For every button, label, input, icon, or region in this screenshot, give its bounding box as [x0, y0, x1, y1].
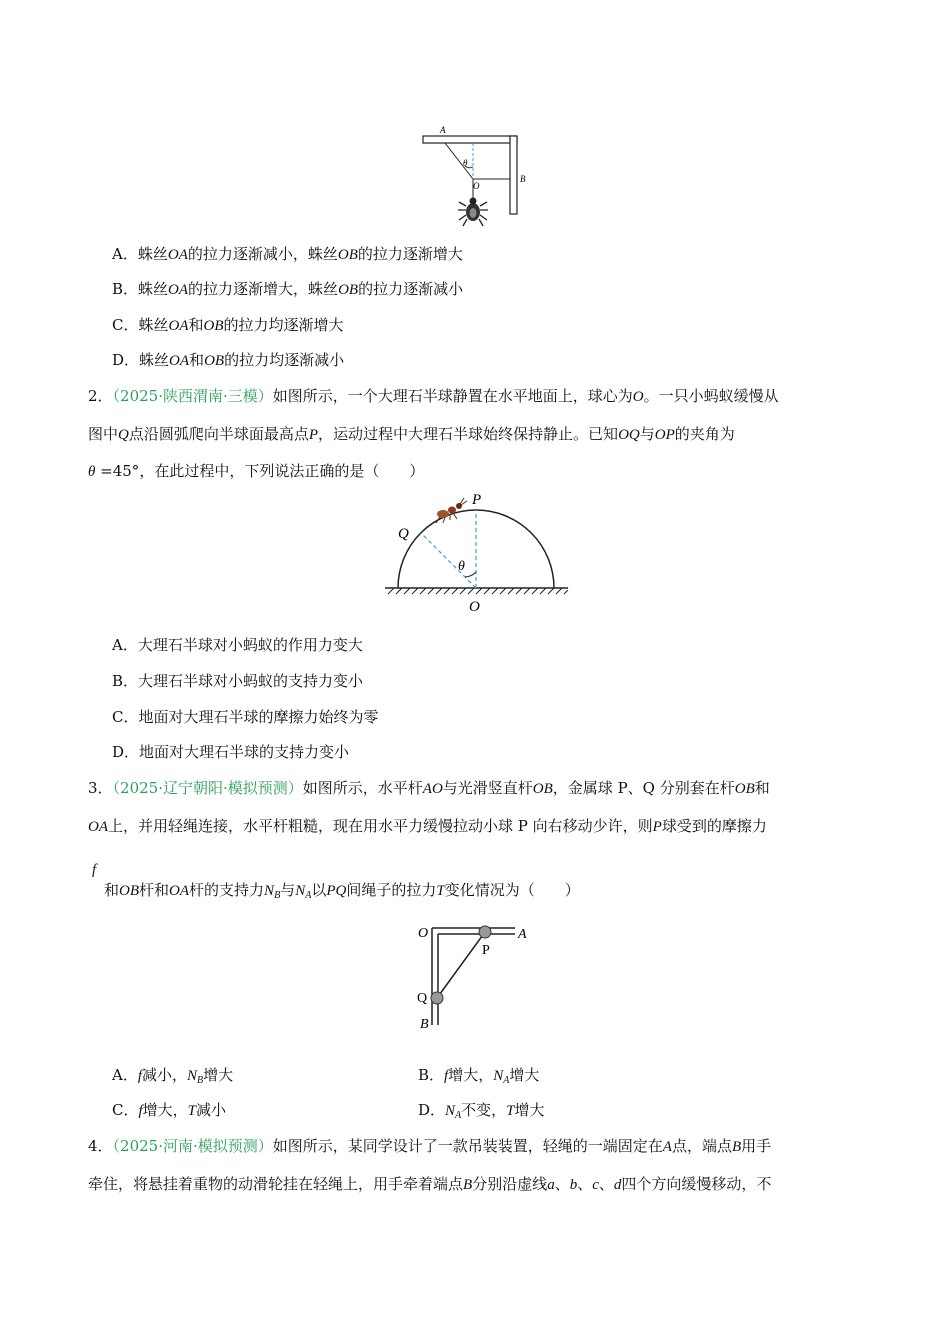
rope-pq [437, 932, 485, 998]
q2-option-b: B．大理石半球对小蚂蚁的支持力变小 [112, 672, 364, 690]
label-b: B [520, 174, 526, 184]
q1-option-d: D．蛛丝OA和OB的拉力均逐渐减小 [112, 351, 345, 369]
ground-hatch [388, 588, 568, 594]
q3-option-a: A．f减小，$N_B$增大 [112, 1066, 234, 1086]
q1-option-b: B．蛛丝OA的拉力逐渐增大，蛛丝OB的拉力逐渐减小 [112, 280, 464, 298]
label-o: O [469, 599, 480, 615]
q4-line-1: 4．（2025·河南·模拟预测）如图所示，某同学设计了一款吊装装置，轻绳的一端固定在A点，端点B用手 [88, 1137, 772, 1155]
label-b: B [420, 1017, 429, 1032]
q2-option-d: D．地面对大理石半球的支持力变小 [112, 743, 350, 761]
label-q: Q [417, 991, 428, 1006]
wall-bar [510, 136, 517, 214]
q3-option-b: B．f增大，$N_A$增大 [418, 1066, 540, 1086]
label-a: A [518, 927, 527, 942]
q3-option-d: D．$N_A$不变，T增大 [418, 1101, 545, 1121]
label-p: P [472, 492, 482, 508]
label-o: O [418, 926, 429, 941]
ball-p [479, 926, 491, 938]
label-theta: θ [463, 158, 468, 168]
spider-figure [415, 122, 540, 232]
q3-line-2: OA上，并用轻绳连接，水平杆粗糙，现在用水平力缓慢拉动小球 P 向右移动少许，则P球受到的摩擦力 [88, 817, 767, 835]
q2-option-a: A．大理石半球对小蚂蚁的作用力变大 [112, 636, 363, 654]
q4-line-2: 牵住，将悬挂着重物的动滑轮挂在轻绳上，用手牵着端点B分别沿虚线a、b、c、d四个方向缓慢移动，不 [88, 1175, 772, 1193]
question-source: （2025·陕西渭南·三模） [112, 387, 273, 405]
question-source: （2025·辽宁朝阳·模拟预测） [112, 779, 303, 797]
q3-line-3: 和OB杆和OA杆的支持力$N_B$与$N_A$以PQ间绳子的拉力T变化情况为（ ） [104, 881, 580, 901]
q3-option-c: C．f增大，T减小 [112, 1101, 227, 1119]
rod-figure [410, 920, 540, 1035]
label-theta: θ [458, 559, 465, 574]
oq-line [421, 533, 476, 588]
spider-icon [458, 198, 488, 227]
q2-option-c: C．地面对大理石半球的摩擦力始终为零 [112, 708, 379, 726]
q3-line-1: 3．（2025·辽宁朝阳·模拟预测）如图所示，水平杆AO与光滑竖直杆OB，金属球 P、Q 分别套在杆OB和 [88, 779, 770, 797]
vertical-rod [432, 928, 438, 1025]
question-number: 3． [88, 779, 113, 797]
horizontal-rod [432, 928, 515, 934]
hemisphere-figure [380, 490, 575, 615]
label-a: A [440, 125, 446, 135]
ball-q [431, 992, 443, 1004]
q2-line-1: 2．（2025·陕西渭南·三模）如图所示，一个大理石半球静置在水平地面上，球心为O。一只小蚂蚁缓慢从 [88, 387, 779, 405]
ceiling-bar [423, 136, 517, 143]
q3-f-symbol: f [92, 862, 97, 878]
question-source: （2025·河南·模拟预测） [112, 1137, 273, 1155]
label-o: O [473, 181, 480, 191]
label-q: Q [398, 526, 409, 542]
q1-option-c: C．蛛丝OA和OB的拉力均逐渐增大 [112, 316, 344, 334]
label-p: P [482, 943, 490, 958]
q2-line-2: 图中Q点沿圆弧爬向半球面最高点P，运动过程中大理石半球始终保持静止。已知OQ与OP的夹角为 [88, 425, 735, 443]
question-number: 2． [88, 387, 113, 405]
question-number: 4． [88, 1137, 113, 1155]
q2-line-3: θ =45°，在此过程中，下列说法正确的是（ ） [88, 462, 425, 480]
q1-option-a: A．蛛丝OA的拉力逐渐减小，蛛丝OB的拉力逐渐增大 [112, 245, 463, 263]
thread-oa [445, 143, 473, 179]
